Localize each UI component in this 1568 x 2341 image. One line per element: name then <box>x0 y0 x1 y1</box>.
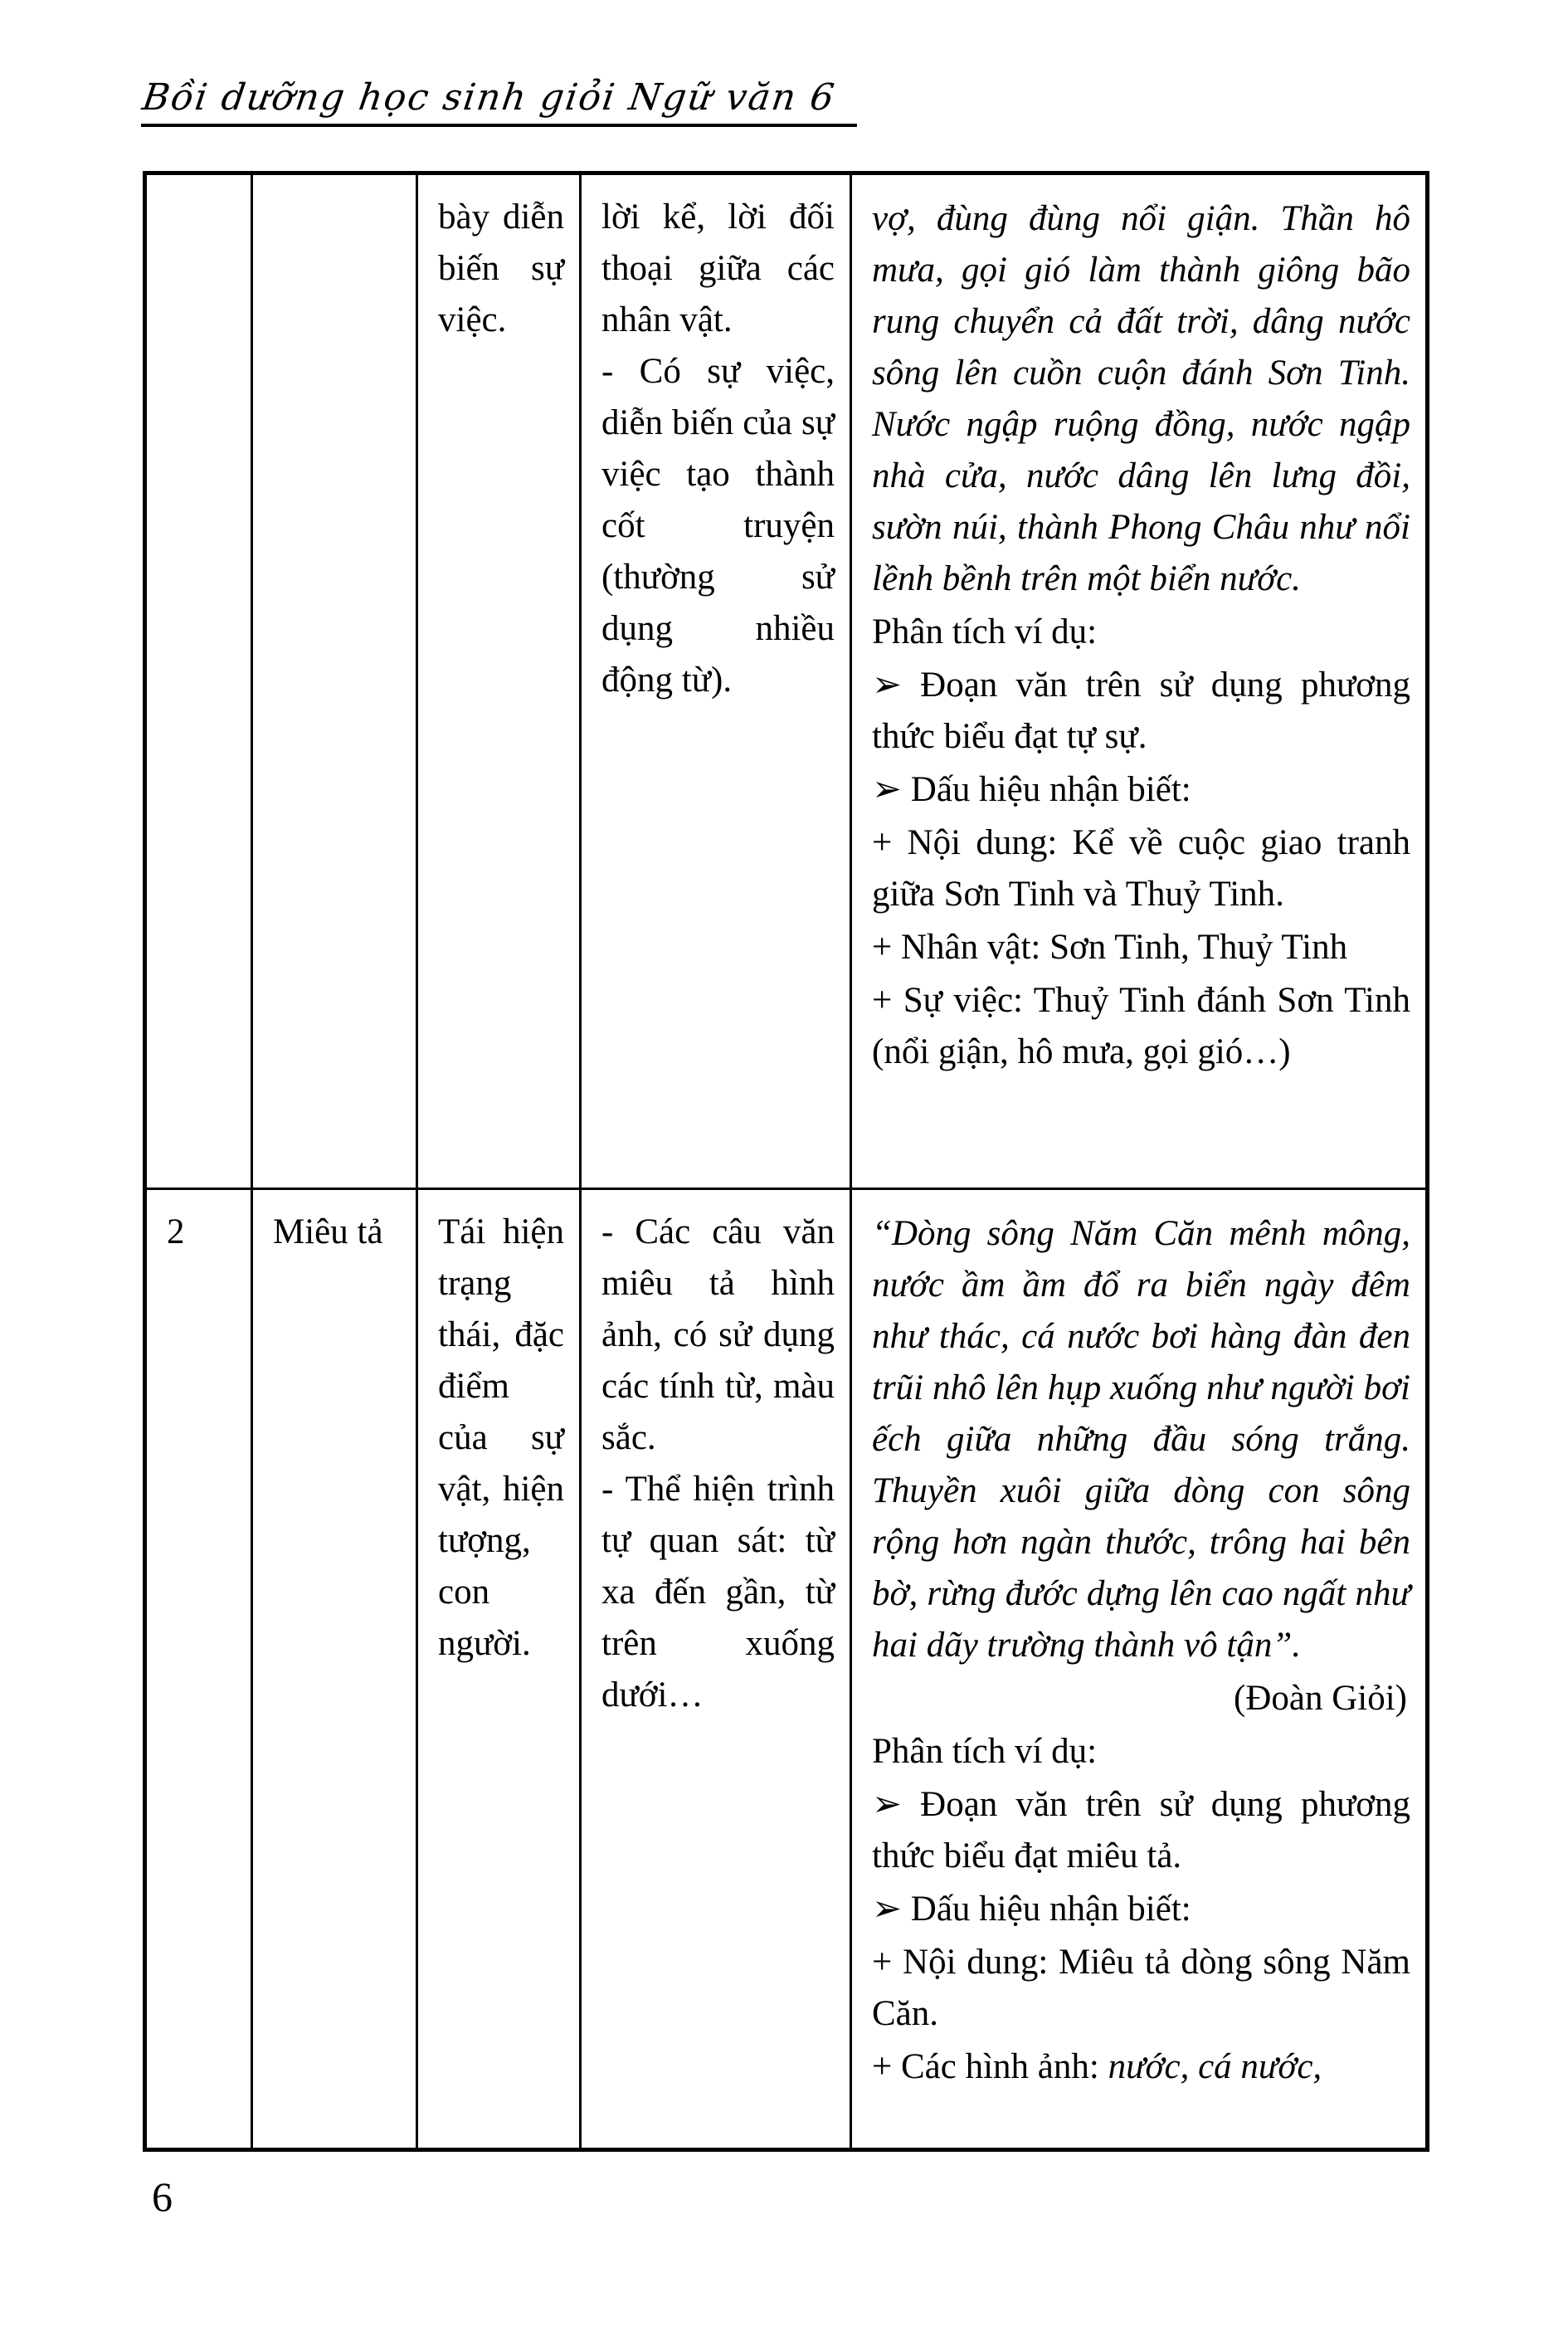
bullet-method: ➢ Đoạn văn trên sử dụng phương thức biểu đạt miêu tả. <box>872 1785 1410 1875</box>
sign-text: - Có sự việc, diễn biến của sự việc tạo thành cốt truyện (thường sử dụng nhiều động từ). <box>601 352 835 700</box>
example-quote: vợ, đùng đùng nổi giận. Thần hô mưa, gọi gió làm thành giông bão rung chuyển cả đất trời, dâng nước sông lên cuồn cuộn đánh Sơn Tinh. Nước ngập ruộng đồng, nước ngập nhà cửa, nước dâng lên lưng đồi, sườn núi, thành Phong Châu như nổi lềnh bềnh trên một biển nước. <box>872 199 1410 598</box>
cell-example <box>851 173 1428 1189</box>
sign-text: lời kể, lời đối thoại giữa các nhân vật. <box>601 198 835 339</box>
note-images-prefix: + Các hình ảnh: <box>872 2047 1108 2086</box>
running-header <box>141 76 857 127</box>
note-content: + Nội dung: Kể về cuộc giao tranh giữa Sơn Tinh và Thuỷ Tinh. <box>872 823 1410 914</box>
note-content: + Nội dung: Miêu tả dòng sông Năm Căn. <box>872 1943 1410 2033</box>
analysis-label: Phân tích ví dụ: <box>872 612 1098 651</box>
concept-text: bày diễn biến sự việc. <box>438 198 564 339</box>
cell-stt <box>145 173 252 1189</box>
note-characters: + Nhân vật: Sơn Tinh, Thuỷ Tinh <box>872 928 1348 967</box>
bullet-signs: ➢ Dấu hiệu nhận biết: <box>872 1890 1191 1929</box>
sign-text: - Các câu văn miêu tả hình ảnh, có sử dụng các tính từ, màu sắc. <box>601 1212 835 1457</box>
expression-methods-table <box>143 171 1429 2152</box>
note-images <box>872 2041 1410 2093</box>
cell-example <box>851 1189 1428 2150</box>
stt-text: 2 <box>167 1212 185 1251</box>
table-row <box>145 173 1428 1189</box>
example-author: (Đoàn Giỏi) <box>1234 1679 1407 1718</box>
cell-signs <box>581 173 851 1189</box>
sign-text: - Thể hiện trình tự quan sát: từ xa đến gần, từ trên xuống dưới… <box>601 1470 835 1714</box>
cell-concept <box>417 1189 581 2150</box>
cell-method-name <box>252 173 417 1189</box>
cell-signs <box>581 1189 851 2150</box>
bullet-method: ➢ Đoạn văn trên sử dụng phương thức biểu đạt tự sự. <box>872 666 1410 756</box>
note-events: + Sự việc: Thuỷ Tinh đánh Sơn Tinh (nổi giận, hô mưa, gọi gió…) <box>872 981 1410 1071</box>
concept-text: Tái hiện trạng thái, đặc điểm của sự vật, hiện tượng, con người. <box>438 1212 564 1663</box>
page-number: 6 <box>152 2173 173 2220</box>
cell-concept <box>417 173 581 1189</box>
method-name-text: Miêu tả <box>273 1212 383 1251</box>
running-header-title: Bồi dưỡng học sinh giỏi Ngữ văn 6 <box>139 76 839 119</box>
analysis-label: Phân tích ví dụ: <box>872 1732 1098 1771</box>
example-quote: “Dòng sông Năm Căn mênh mông, nước ầm ầm đổ ra biển ngày đêm như thác, cá nước bơi hàng đàn đen trũi nhô lên hụp xuống như người bơi ếch giữa những đầu sóng trắng. Thuyền xuôi giữa dòng con sông rộng hơn ngàn thước, trông hai bên bờ, rừng đước dựng lên cao ngất như hai dãy trường thành vô tận”. <box>872 1214 1410 1665</box>
cell-stt <box>145 1189 252 2150</box>
table-row <box>145 1189 1428 2150</box>
note-images-list: nước, cá nước, <box>1108 2047 1322 2086</box>
cell-method-name <box>252 1189 417 2150</box>
bullet-signs: ➢ Dấu hiệu nhận biết: <box>872 770 1191 809</box>
